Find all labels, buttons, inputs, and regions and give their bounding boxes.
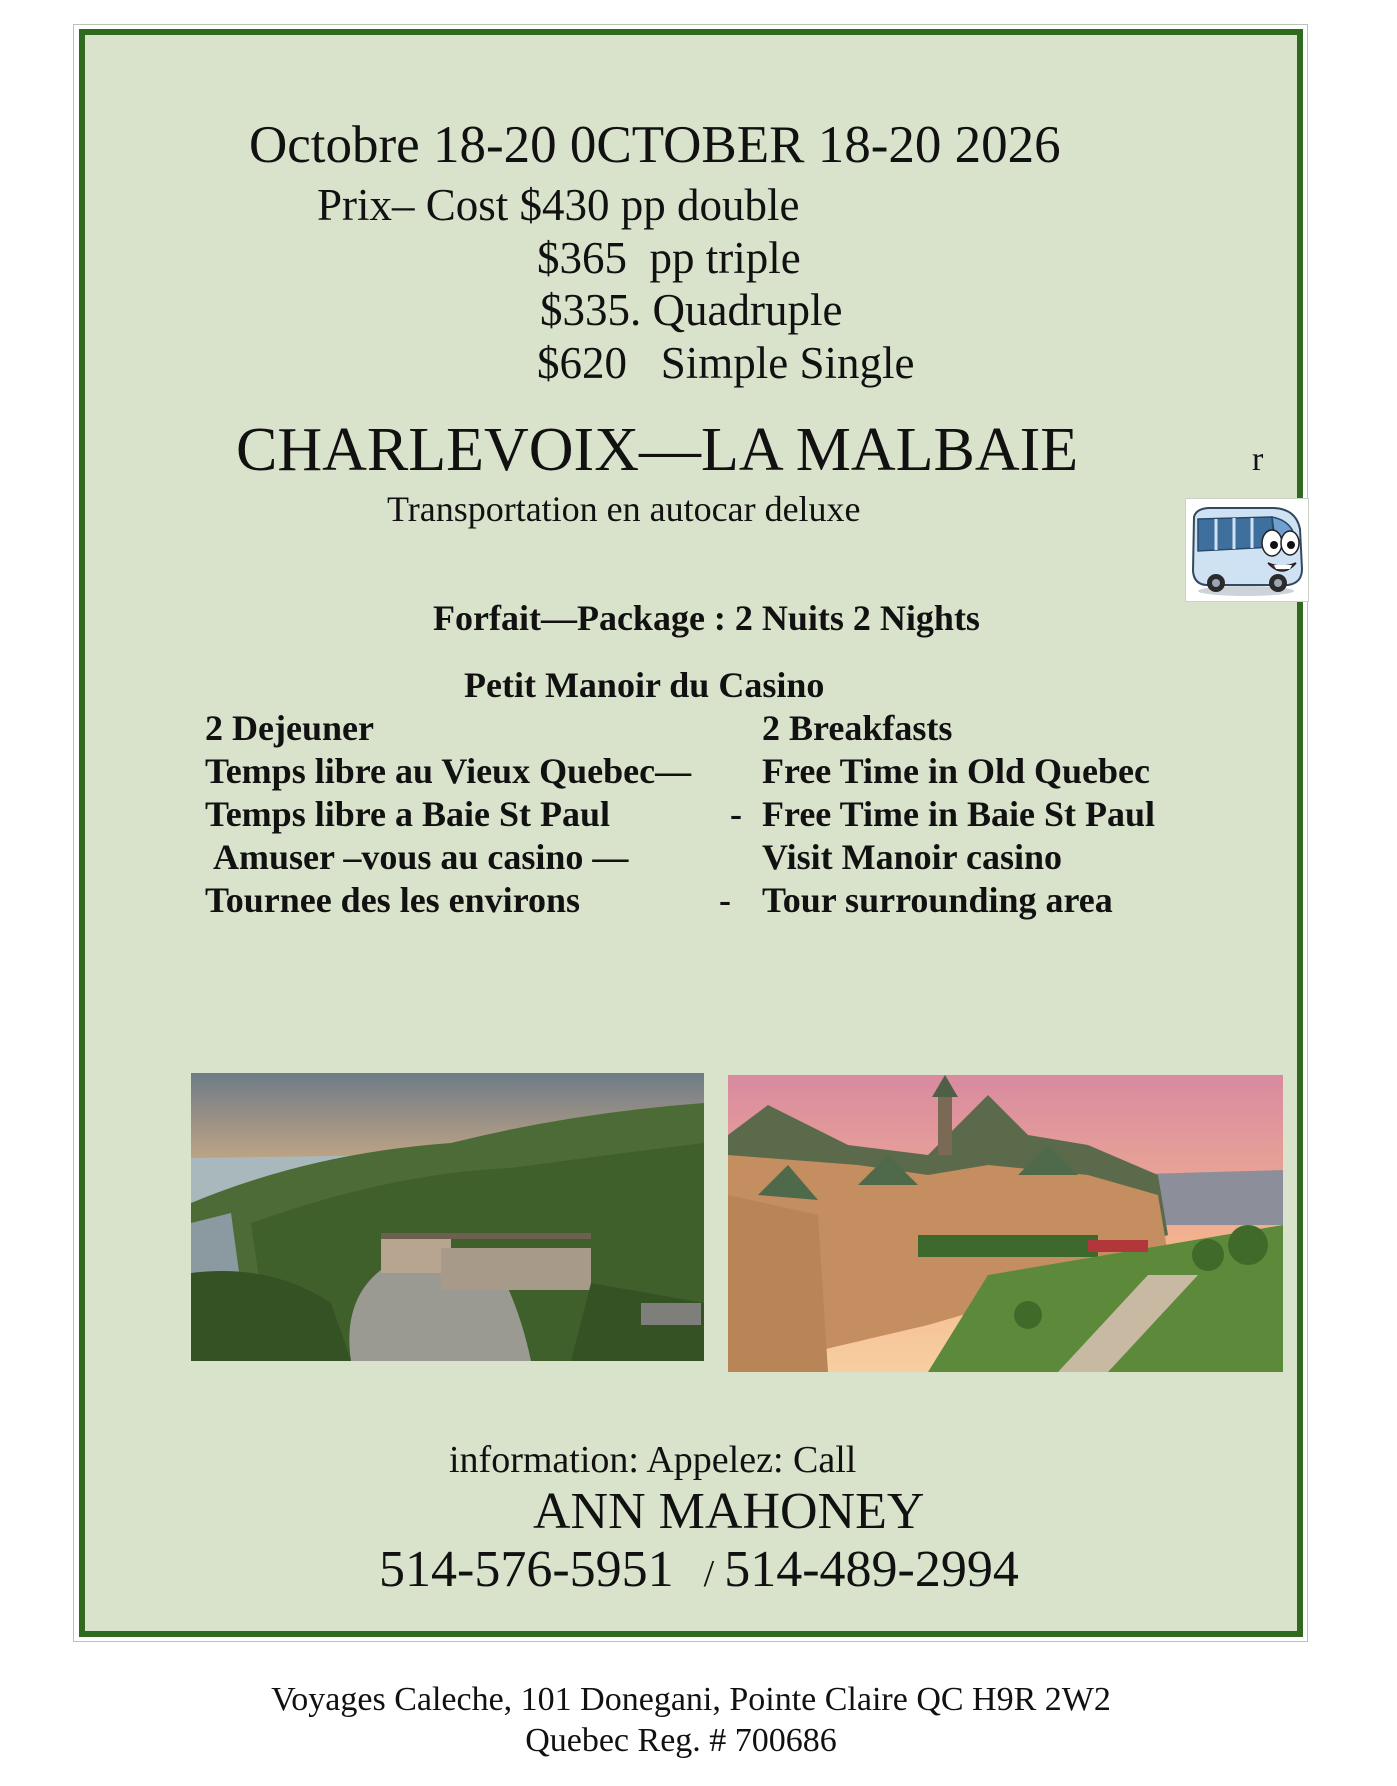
price-single-amount: $620 bbox=[537, 338, 627, 388]
price-triple bbox=[537, 233, 801, 283]
event-dates: Octobre 18-20 0CTOBER 18-20 2026 bbox=[249, 116, 1061, 174]
price-quad: $335. Quadruple bbox=[540, 285, 843, 335]
item-fr: Amuser –vous au casino — bbox=[213, 837, 629, 877]
contact-info-label: information: Appelez: Call bbox=[449, 1439, 857, 1481]
item-en: Tour surrounding area bbox=[762, 880, 1113, 920]
hotel-name: Petit Manoir du Casino bbox=[464, 665, 825, 705]
destination-title: CHARLEVOIX—LA MALBAIE bbox=[236, 416, 1079, 484]
contact-name: ANN MAHONEY bbox=[533, 1483, 925, 1540]
bus-mascot-icon bbox=[1185, 498, 1309, 602]
contact-phones bbox=[379, 1541, 1019, 1598]
item-separator: — bbox=[655, 751, 692, 791]
price-triple-label: pp triple bbox=[649, 233, 801, 283]
item-fr: 2 Dejeuner bbox=[205, 708, 374, 748]
item-separator: - bbox=[730, 794, 742, 834]
price-double bbox=[317, 180, 800, 230]
footer-address: Voyages Caleche, 101 Donegani, Pointe Claire QC H9R 2W2 bbox=[271, 1681, 1111, 1718]
item-separator: - bbox=[719, 880, 731, 920]
item-fr: Temps libre a Baie St Paul bbox=[205, 794, 611, 834]
item-en: 2 Breakfasts bbox=[762, 708, 953, 748]
phone-separator: / bbox=[703, 1553, 715, 1596]
item-fr bbox=[205, 753, 691, 789]
phone-secondary[interactable]: 514-489-2994 bbox=[724, 1541, 1019, 1598]
package-title: Forfait—Package : 2 Nuits 2 Nights bbox=[433, 598, 980, 638]
price-triple-amount: $365 bbox=[537, 233, 627, 283]
footer-registration: Quebec Reg. # 700686 bbox=[525, 1722, 837, 1759]
transport-note: Transportation en autocar deluxe bbox=[387, 489, 861, 529]
item-en: Visit Manoir casino bbox=[762, 837, 1063, 877]
item-fr: Tournee des les environs bbox=[205, 880, 581, 920]
price-label: Prix– Cost bbox=[317, 180, 509, 230]
price-single-label: Simple Single bbox=[660, 338, 915, 388]
phone-primary[interactable]: 514-576-5951 bbox=[379, 1541, 674, 1598]
item-en: Free Time in Baie St Paul bbox=[762, 794, 1155, 834]
stray-character: r bbox=[1252, 441, 1264, 478]
price-single bbox=[537, 338, 915, 388]
photo-casino-aerial bbox=[191, 1073, 704, 1361]
item-fr-text: Temps libre au Vieux Quebec bbox=[205, 751, 656, 791]
photo-manoir-richelieu bbox=[728, 1075, 1283, 1372]
poster bbox=[79, 29, 1303, 1637]
item-en: Free Time in Old Quebec bbox=[762, 751, 1150, 791]
price-double-value: $430 pp double bbox=[519, 180, 800, 230]
